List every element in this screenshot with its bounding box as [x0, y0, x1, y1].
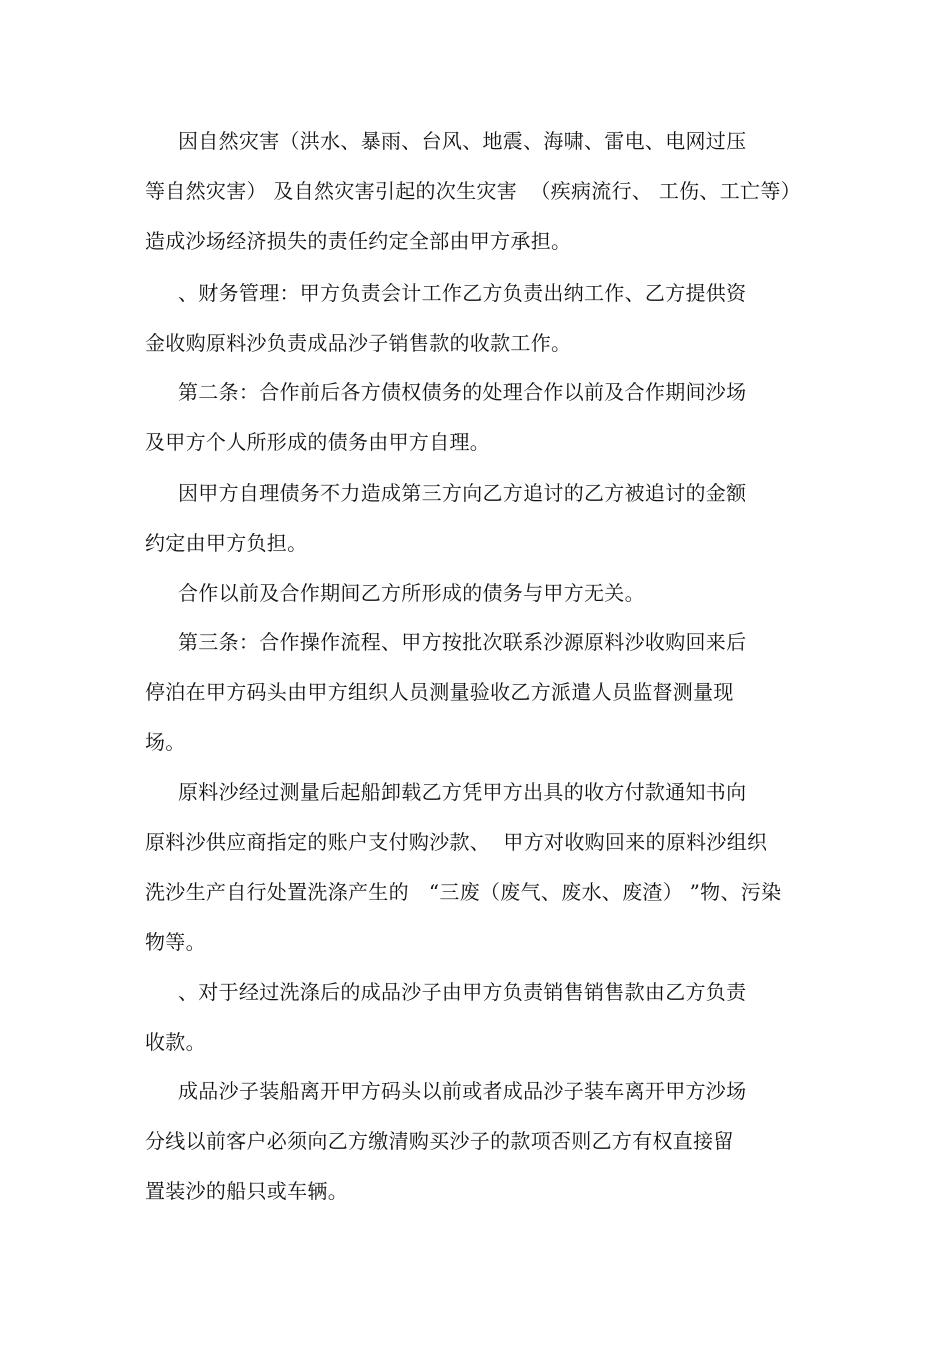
- text-line-2: 等自然灾害） 及自然灾害引起的次生灾害 （疾病流行、 工伤、工亡等）: [145, 179, 801, 203]
- text-line-19: 收款。: [145, 1030, 206, 1054]
- text-line-3: 造成沙场经济损失的责任约定全部由甲方承担。: [145, 229, 572, 253]
- text-line-13: 场。: [145, 730, 186, 754]
- text-line-12: 停泊在甲方码头由甲方组织人员测量验收乙方派遣人员监督测量现: [145, 680, 734, 704]
- text-line-20: 成品沙子装船离开甲方码头以前或者成品沙子装车离开甲方沙场: [178, 1079, 747, 1103]
- text-line-22: 置装沙的船只或车辆。: [145, 1179, 348, 1203]
- text-line-17: 物等。: [145, 930, 206, 954]
- text-line-21: 分线以前客户必须向乙方缴清购买沙子的款项否则乙方有权直接留: [145, 1129, 734, 1153]
- text-line-15: 原料沙供应商指定的账户支付购沙款、 甲方对收购回来的原料沙组织: [145, 830, 768, 854]
- text-line-8: 因甲方自理债务不力造成第三方向乙方追讨的乙方被追讨的金额: [178, 481, 747, 505]
- text-line-1: 因自然灾害（洪水、暴雨、台风、地震、海啸、雷电、电网过压: [178, 129, 747, 153]
- text-line-5: 金收购原料沙负责成品沙子销售款的收款工作。: [145, 331, 572, 355]
- text-line-9: 约定由甲方负担。: [145, 531, 308, 555]
- text-line-16: 洗沙生产自行处置洗涤产生的 “三废（废气、废水、废渣） ”物、污染: [145, 880, 782, 904]
- text-line-10: 合作以前及合作期间乙方所形成的债务与甲方无关。: [178, 581, 645, 605]
- text-line-6: 第二条：合作前后各方债权债务的处理合作以前及合作期间沙场: [178, 380, 747, 404]
- text-line-7: 及甲方个人所形成的债务由甲方自理。: [145, 430, 491, 454]
- text-line-14: 原料沙经过测量后起船卸载乙方凭甲方出具的收方付款通知书向: [178, 780, 747, 804]
- text-line-11: 第三条：合作操作流程、甲方按批次联系沙源原料沙收购回来后: [178, 630, 747, 654]
- text-line-18: 、对于经过洗涤后的成品沙子由甲方负责销售销售款由乙方负责: [178, 980, 747, 1004]
- text-line-4: 、财务管理：甲方负责会计工作乙方负责出纳工作、乙方提供资: [178, 281, 747, 305]
